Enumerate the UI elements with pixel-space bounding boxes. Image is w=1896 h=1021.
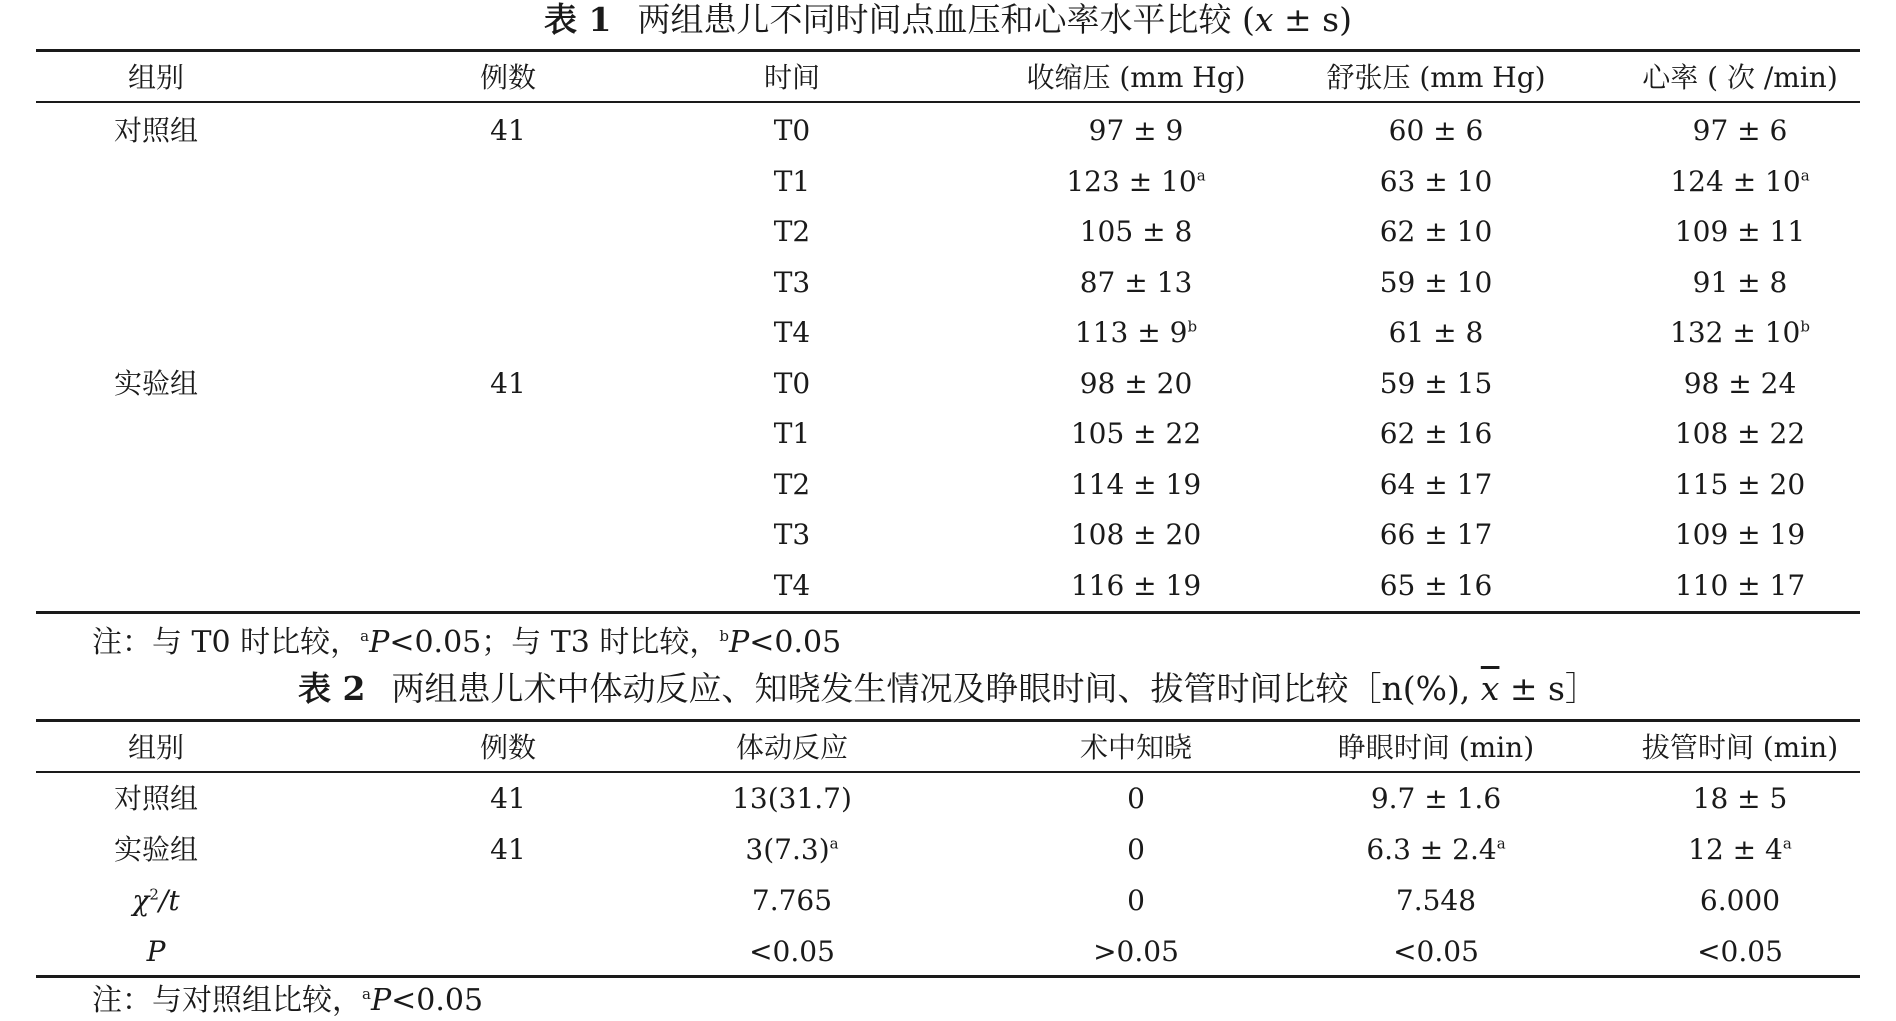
table1-sbp-value: 97 ± 9	[1088, 114, 1184, 147]
table2-p-eye: <0.05	[1393, 935, 1479, 968]
table1-n	[388, 307, 628, 358]
table2-ext-sup: a	[1782, 834, 1792, 853]
table1-header-row	[36, 52, 1860, 103]
table1-hr-value: 98 ± 24	[1683, 366, 1797, 400]
table2-stat-eye: 7.548	[1395, 884, 1477, 917]
table2-p-label-text: P	[146, 935, 166, 968]
table1-bottom-rule	[36, 611, 1860, 614]
table1-time	[672, 307, 912, 358]
table1-group-value: 对照组	[113, 114, 198, 147]
table1-header-dbp: 舒张压 (mm Hg)	[1326, 61, 1546, 94]
table1-dbp-value: 62 ± 16	[1379, 417, 1493, 450]
table2-stat-aware: 0	[1127, 884, 1145, 917]
table1-hr	[1560, 307, 1896, 358]
table1-hr-value: 124 ± 10	[1670, 164, 1801, 198]
table2-move-value: 13(31.7)	[732, 782, 852, 815]
table1-hr-sup: a	[1800, 166, 1810, 185]
table2-n-value: 41	[490, 782, 526, 815]
table1-note-prefix: 注：与 T0 时比较，	[92, 625, 361, 660]
table1-time	[672, 358, 912, 409]
table1-time-value: T2	[773, 215, 811, 248]
table1-hr	[1560, 257, 1896, 308]
table1-title-mean-symbol: $\overline{x}$	[1254, 0, 1274, 39]
table2-header-row	[36, 722, 1860, 773]
table2-note-sup-a: a	[362, 985, 371, 1003]
table2-p-label	[36, 926, 276, 977]
table1-time-value: T3	[773, 265, 811, 299]
table1-caption	[0, 0, 1896, 40]
table2-move	[672, 824, 912, 875]
table2-move-sup: a	[829, 834, 839, 853]
table1-sbp-value: 116 ± 19	[1070, 568, 1202, 602]
table1-header-sbp: 收缩压 (mm Hg)	[1026, 61, 1246, 94]
table1-sbp-value: 114 ± 19	[1070, 467, 1202, 501]
table2-label: 表 2	[298, 669, 366, 708]
table-row	[36, 560, 1860, 611]
table1-hr	[1560, 509, 1896, 560]
table1-header-time: 时间	[763, 61, 820, 94]
table1-sbp-value: 123 ± 10	[1066, 164, 1197, 198]
table1-time-value: T2	[773, 467, 811, 501]
table1-n	[388, 560, 628, 611]
table1-sbp-value: 105 ± 8	[1079, 215, 1193, 248]
table2-group-value: 对照组	[113, 782, 198, 815]
table1-n	[388, 105, 628, 156]
table-row	[36, 459, 1860, 510]
table2-group	[36, 824, 276, 875]
table2-bottom-rule	[36, 975, 1860, 978]
table1-dbp-value: 63 ± 10	[1379, 164, 1493, 198]
table1-hr	[1560, 408, 1896, 459]
table-row	[36, 509, 1860, 560]
table1-group	[36, 156, 276, 207]
table2-header-n: 例数	[479, 731, 536, 764]
table1-time	[672, 257, 912, 308]
table2-p-aware: >0.05	[1093, 935, 1179, 968]
table1-group	[36, 358, 276, 409]
table2-eye-value: 6.3 ± 2.4	[1366, 833, 1497, 866]
table-row	[36, 105, 1860, 156]
table2-stat-move: 7.765	[751, 884, 833, 917]
table1-dbp-value: 62 ± 10	[1379, 215, 1493, 248]
table-row	[36, 408, 1860, 459]
table1-hr-value: 109 ± 19	[1674, 518, 1806, 551]
table1-hr	[1560, 206, 1896, 257]
table2-ext-value: 12 ± 4	[1688, 833, 1783, 866]
table1-time	[672, 509, 912, 560]
table2-caption	[0, 669, 1896, 709]
table2-p-move: <0.05	[749, 935, 835, 968]
table1-hr-value: 91 ± 8	[1692, 265, 1788, 299]
table2-aware-value: 0	[1127, 782, 1145, 815]
table1-time-value: T1	[773, 164, 811, 198]
table2-header-aware: 术中知晓	[1079, 731, 1192, 764]
table1-title-tail: ± s)	[1273, 0, 1352, 39]
table1-note	[92, 623, 841, 663]
table-row	[36, 307, 1860, 358]
table1-hr	[1560, 358, 1896, 409]
table2-note	[92, 981, 483, 1021]
table2-header-group: 组别	[127, 731, 184, 764]
table1-hr-value: 110 ± 17	[1674, 568, 1806, 602]
table1-time	[672, 156, 912, 207]
table1-hr-sup: b	[1800, 317, 1810, 336]
table2-ext	[1560, 773, 1896, 824]
table1-n-value: 41	[490, 114, 526, 147]
table1-time-value: T4	[773, 568, 811, 602]
table1-hr	[1560, 156, 1896, 207]
table1-dbp-value: 64 ± 17	[1379, 467, 1493, 501]
table1-time	[672, 459, 912, 510]
table1-dbp-value: 61 ± 8	[1388, 316, 1484, 349]
table1-time-value: T1	[773, 417, 811, 450]
table1-hr	[1560, 105, 1896, 156]
table1-sbp-sup: b	[1187, 317, 1198, 336]
table2-title-tail: ± s］	[1499, 669, 1598, 708]
table1-n	[388, 408, 628, 459]
table2-n	[388, 773, 628, 824]
table1-note-p-a: P	[369, 625, 390, 660]
table2-note-p-a: P	[370, 983, 392, 1018]
table1-time-value: T3	[773, 518, 811, 551]
table1-hr	[1560, 459, 1896, 510]
table1-n	[388, 257, 628, 308]
table1-group	[36, 105, 276, 156]
table2-eye-sup: a	[1496, 834, 1506, 853]
table1-n	[388, 156, 628, 207]
table2-p-row	[36, 926, 1860, 977]
table1-dbp-value: 65 ± 16	[1379, 568, 1493, 602]
table1-hr-value: 132 ± 10	[1670, 316, 1801, 349]
table1-dbp-value: 60 ± 6	[1388, 114, 1484, 147]
table1-note-cond-b: <0.05	[749, 625, 842, 660]
table1-hr-value: 108 ± 22	[1674, 417, 1806, 450]
table2-title-mean-symbol: $\overline{x}$	[1480, 669, 1500, 708]
table-row	[36, 773, 1860, 824]
table2-p-ext: <0.05	[1697, 935, 1783, 968]
table1-title: 两组患儿不同时间点血压和心率水平比较 (	[637, 0, 1255, 39]
table1-header-hr: 心率 ( 次 /min)	[1642, 61, 1838, 94]
table2-move-value: 3(7.3)	[745, 833, 830, 866]
table2-header-move: 体动反应	[735, 731, 848, 764]
table1-time	[672, 105, 912, 156]
table1-group	[36, 206, 276, 257]
table1-sbp-value: 98 ± 20	[1079, 366, 1193, 400]
table2-move	[672, 773, 912, 824]
table2-group-value: 实验组	[113, 833, 198, 866]
table2-stat-sup: 2	[149, 885, 159, 904]
table1-hr-value: 109 ± 11	[1674, 215, 1806, 248]
table-row	[36, 824, 1860, 875]
table2-header-ext: 拔管时间 (min)	[1641, 731, 1839, 764]
table1-n-value: 41	[490, 366, 526, 400]
table1-sbp-sup: a	[1196, 166, 1206, 185]
table1-hr-value: 97 ± 6	[1692, 114, 1788, 147]
table1-group	[36, 560, 276, 611]
table2-group	[36, 773, 276, 824]
table2-stat-row	[36, 875, 1860, 926]
table1-group	[36, 509, 276, 560]
table1-note-cond-a: <0.05；与 T3 时比较，	[389, 625, 720, 660]
table1-hr-value: 115 ± 20	[1674, 467, 1806, 501]
table1-header-n: 例数	[479, 61, 536, 94]
table2-title: 两组患儿术中体动反应、知晓发生情况及睁眼时间、拔管时间比较［n(%),	[391, 669, 1481, 708]
table1-note-sup-b: b	[719, 627, 730, 645]
table-row	[36, 257, 1860, 308]
table1-n	[388, 509, 628, 560]
table1-group	[36, 257, 276, 308]
table1-note-p-b: P	[729, 625, 750, 660]
table1-sbp-value: 113 ± 9	[1074, 316, 1188, 349]
table1-group	[36, 459, 276, 510]
table1-time	[672, 560, 912, 611]
table1-dbp-value: 59 ± 15	[1379, 366, 1493, 400]
table1-group-value: 实验组	[113, 366, 198, 400]
table1-header-rule	[36, 101, 1860, 103]
table2-header-eye: 睁眼时间 (min)	[1337, 731, 1535, 764]
table1-n	[388, 206, 628, 257]
table1-dbp-value: 59 ± 10	[1379, 265, 1493, 299]
table2-ext-value: 18 ± 5	[1692, 782, 1788, 815]
table1-time	[672, 408, 912, 459]
table1-sbp-value: 105 ± 22	[1070, 417, 1202, 450]
table2-note-prefix: 注：与对照组比较，	[92, 983, 362, 1018]
table2-stat-chi: χ	[132, 884, 150, 917]
table1-label: 表 1	[544, 0, 612, 39]
table2-eye-value: 9.7 ± 1.6	[1370, 782, 1502, 815]
table2-stat-tail: /t	[158, 884, 180, 917]
table1-group	[36, 408, 276, 459]
table1-n	[388, 459, 628, 510]
table-row	[36, 358, 1860, 409]
table1-sbp-value: 108 ± 20	[1070, 518, 1202, 551]
table1-time-value: T0	[773, 114, 811, 147]
table1-group	[36, 307, 276, 358]
table2-ext	[1560, 824, 1896, 875]
table1-time-value: T4	[773, 316, 811, 349]
table-row	[36, 156, 1860, 207]
table1-header-group: 组别	[127, 61, 184, 94]
table1-sbp-value: 87 ± 13	[1079, 265, 1193, 299]
table1-time-value: T0	[773, 366, 811, 400]
table1-n	[388, 358, 628, 409]
table1-note-sup-a: a	[360, 627, 370, 645]
table2-note-cond-a: <0.05	[391, 983, 484, 1018]
table-row	[36, 206, 1860, 257]
table2-aware-value: 0	[1127, 833, 1145, 866]
table2-stat-label	[36, 875, 276, 926]
table1-time	[672, 206, 912, 257]
table1-dbp-value: 66 ± 17	[1379, 518, 1493, 551]
table2-n-value: 41	[490, 833, 526, 866]
table2-stat-ext: 6.000	[1699, 884, 1781, 917]
table1-hr	[1560, 560, 1896, 611]
table2-n	[388, 824, 628, 875]
